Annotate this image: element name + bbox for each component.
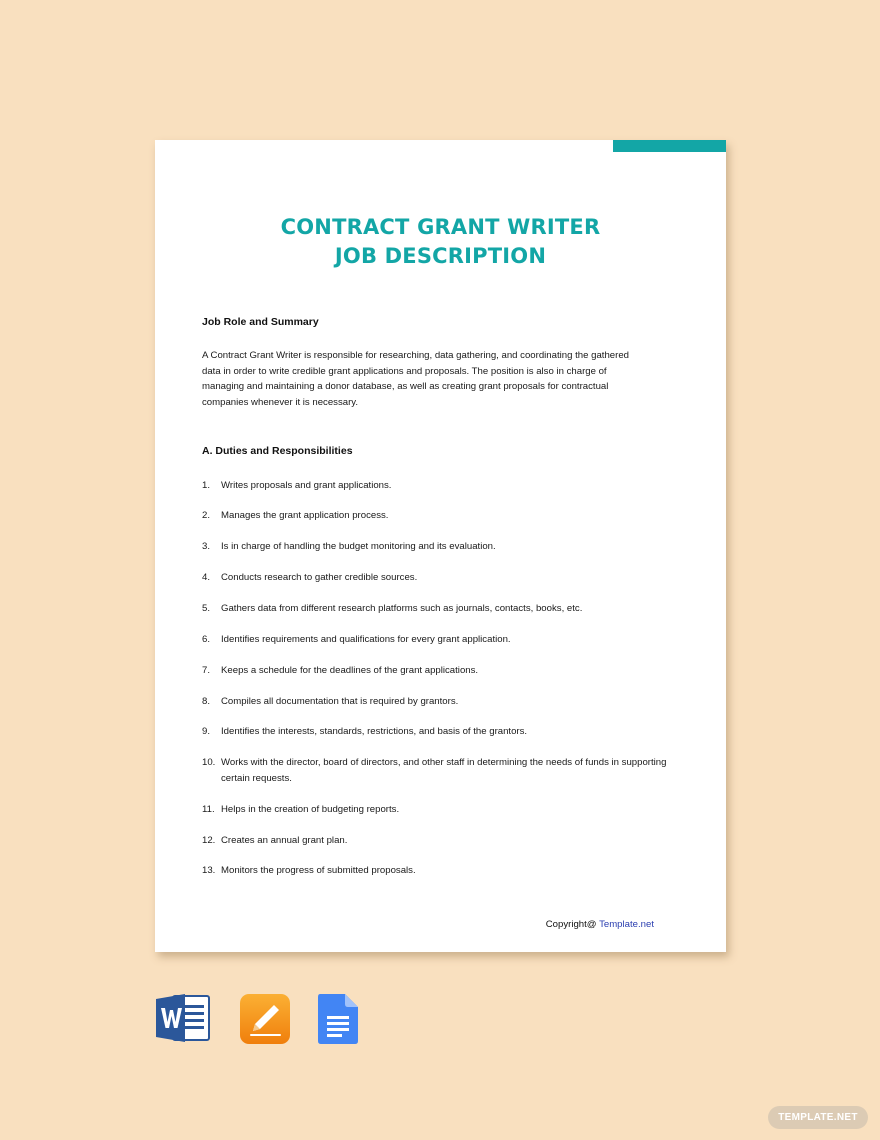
list-item — [202, 508, 672, 524]
list-item-number: 3. — [202, 541, 211, 552]
list-item — [202, 632, 672, 648]
title-line-2: JOB DESCRIPTION — [334, 244, 547, 268]
list-item-number: 1. — [202, 480, 211, 491]
list-item — [202, 663, 672, 679]
list-item-number: 5. — [202, 603, 211, 614]
duties-heading: A. Duties and Responsibilities — [202, 445, 353, 457]
list-item-text: Manages the grant application process. — [221, 510, 389, 521]
list-item-number: 7. — [202, 665, 211, 676]
list-item-number: 10. — [202, 757, 216, 768]
list-item-text: Monitors the progress of submitted proposals. — [221, 865, 416, 876]
list-item — [202, 539, 672, 555]
list-item-text: Creates an annual grant plan. — [221, 835, 348, 846]
apple-pages-icon[interactable] — [239, 993, 291, 1045]
list-item-text: Conducts research to gather credible sources. — [221, 572, 418, 583]
list-item-number: 8. — [202, 696, 211, 707]
list-item — [202, 724, 672, 740]
copyright-link[interactable]: Template.net — [599, 919, 654, 930]
list-item — [202, 570, 672, 586]
list-item-text: Identifies the interests, standards, restrictions, and basis of the grantors. — [221, 726, 528, 737]
list-item — [202, 694, 672, 710]
list-item-text: Helps in the creation of budgeting reports. — [221, 804, 400, 815]
list-item-text: Compiles all documentation that is required by grantors. — [221, 696, 459, 707]
google-docs-icon[interactable] — [317, 993, 359, 1045]
summary-heading: Job Role and Summary — [202, 316, 319, 328]
list-item-text: Works with the director, board of directors, and other staff in determining the needs of funds in supporting certain requests. — [221, 757, 667, 784]
list-item-number: 13. — [202, 865, 216, 876]
list-item — [202, 802, 672, 818]
list-item-text: Gathers data from different research platforms such as journals, contacts, books, etc. — [221, 603, 583, 614]
document-page — [155, 140, 726, 952]
list-item-number: 11. — [202, 804, 215, 815]
list-item-text: Identifies requirements and qualifications for every grant application. — [221, 634, 511, 645]
title-line-1: CONTRACT GRANT WRITER — [280, 215, 601, 239]
copyright-line — [546, 919, 654, 930]
accent-bar — [613, 140, 726, 152]
summary-paragraph: A Contract Grant Writer is responsible for researching, data gathering, and coordinating the gathered data in order to write credible grant applications and proposals. The position is also in charge of managing and maintaining a donor database, as well as creating grant proposals for contractual companies whenever it is necessary. — [202, 350, 629, 408]
document-title — [155, 213, 726, 271]
list-item-number: 12. — [202, 835, 216, 846]
list-item — [202, 755, 672, 786]
microsoft-word-icon[interactable] — [155, 993, 211, 1043]
copyright-label: Copyright@ — [545, 919, 597, 930]
list-item-text: Writes proposals and grant applications. — [221, 480, 392, 491]
list-item — [202, 601, 672, 617]
list-item — [202, 833, 672, 849]
list-item — [202, 863, 672, 879]
list-item-text: Keeps a schedule for the deadlines of the grant applications. — [221, 665, 479, 676]
list-item-number: 6. — [202, 634, 211, 645]
list-item — [202, 478, 672, 494]
list-item-number: 4. — [202, 572, 211, 583]
list-item-number: 9. — [202, 726, 211, 737]
list-item-text: Is in charge of handling the budget monitoring and its evaluation. — [221, 541, 496, 552]
template-net-watermark: TEMPLATE.NET — [768, 1106, 868, 1129]
list-item-number: 2. — [202, 510, 211, 521]
